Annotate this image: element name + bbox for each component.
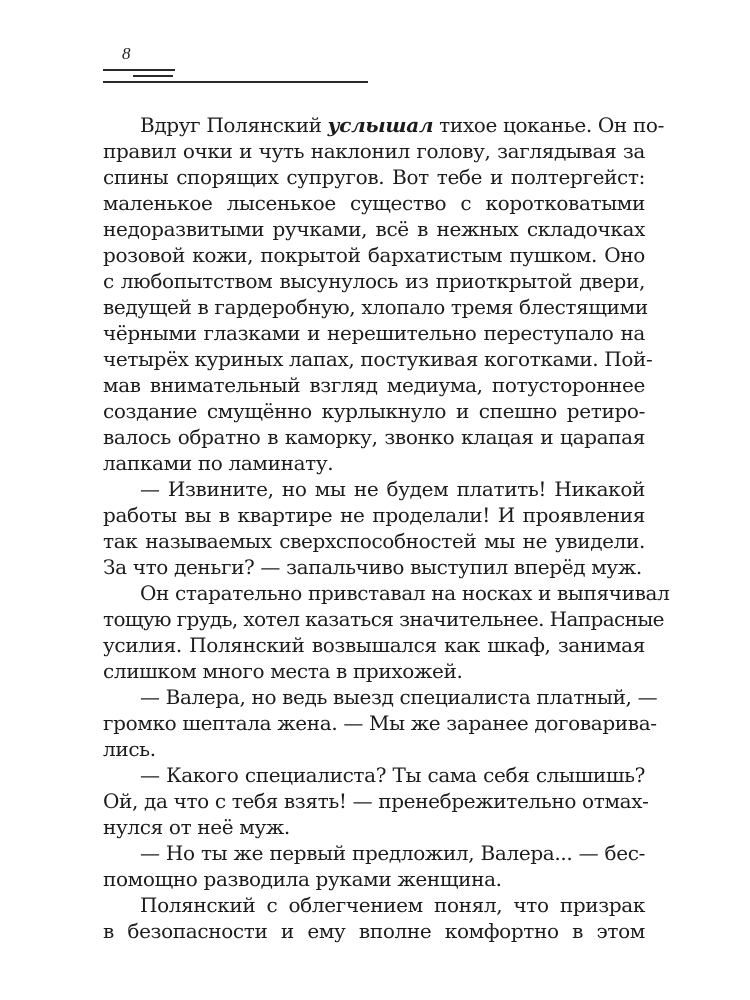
text-line: валось обратно в каморку, звонко клацая и царапая: [103, 425, 645, 449]
text-line: в безопасности и ему вполне комфортно в этом: [103, 919, 645, 943]
text-line: создание смущённо курлыкнуло и спешно ретиро-: [103, 399, 645, 423]
paragraph-3: [103, 580, 670, 684]
header-rule-bottom: [103, 81, 368, 83]
text-line: маленькое лысенькое существо с коротковатыми: [103, 191, 645, 215]
text-line: Полянский с облегчением понял, что призрак: [140, 893, 645, 917]
text-line: усилия. Полянский возвышался как шкаф, занимая: [103, 633, 645, 657]
text-line: чёрными глазками и нерешительно переступало на: [103, 321, 645, 345]
text-line: — Но ты же первый предложил, Валера... — бес-: [140, 841, 645, 865]
emphasized-word: услышал: [327, 113, 434, 137]
text-line: лапками по ламинату.: [103, 451, 334, 475]
text-line: тощую грудь, хотел казаться значительнее. Напрасные: [103, 607, 664, 631]
page-number: 8: [122, 44, 131, 63]
text-line: Ой, да что с тебя взять! — пренебрежительно отмах-: [103, 789, 649, 813]
text-line: слишком много места в прихожей.: [103, 659, 463, 683]
paragraph-7: [103, 892, 645, 944]
text-line: ведущей в гардеробную, хлопало тремя блестящими: [103, 295, 648, 319]
text-line: — Валера, но ведь выезд специалиста платный, —: [140, 685, 658, 709]
text-line: громко шептала жена. — Мы же заранее договарива-: [103, 711, 657, 735]
text-line: помощно разводила руками женщина.: [103, 867, 502, 891]
text-line: лись.: [103, 737, 156, 761]
text-line: розовой кожи, покрытой бархатистым пушком. Оно: [103, 243, 645, 267]
text-line: правил очки и чуть наклонил голову, заглядывая за: [103, 139, 645, 163]
header-rule-top: [103, 69, 175, 71]
header-rule-middle: [133, 75, 173, 77]
paragraph-4: [103, 684, 658, 762]
paragraph-5: [103, 762, 649, 840]
text-line: спины спорящих супругов. Вот тебе и полтергейст:: [103, 165, 645, 189]
paragraph-2: [103, 476, 645, 580]
text-run: тихое цоканье. Он по-: [433, 113, 664, 137]
text-line: работы вы в квартире не проделали! И проявления: [103, 503, 645, 527]
text-run: Вдруг Полянский: [140, 113, 328, 137]
text-line: недоразвитыми ручками, всё в нежных складочках: [103, 217, 645, 241]
text-line: так называемых сверхспособностей мы не увидели.: [103, 529, 645, 553]
text-line: За что деньги? — запальчиво выступил вперёд муж.: [103, 555, 642, 579]
text-line: четырёх куриных лапах, постукивая коготками. Пой-: [103, 347, 653, 371]
text-line: с любопытством высунулось из приоткрытой двери,: [103, 269, 645, 293]
body-text: [103, 112, 670, 944]
paragraph-1: [103, 112, 664, 476]
text-line: нулся от неё муж.: [103, 815, 290, 839]
text-line: — Извините, но мы не будем платить! Никакой: [140, 477, 645, 501]
text-line: — Какого специалиста? Ты сама себя слышишь?: [140, 763, 645, 787]
text-line: мав внимательный взгляд медиума, потустороннее: [103, 373, 645, 397]
text-line: [103, 112, 664, 138]
text-line: Он старательно привставал на носках и выпячивал: [140, 581, 670, 605]
paragraph-6: [103, 840, 645, 892]
